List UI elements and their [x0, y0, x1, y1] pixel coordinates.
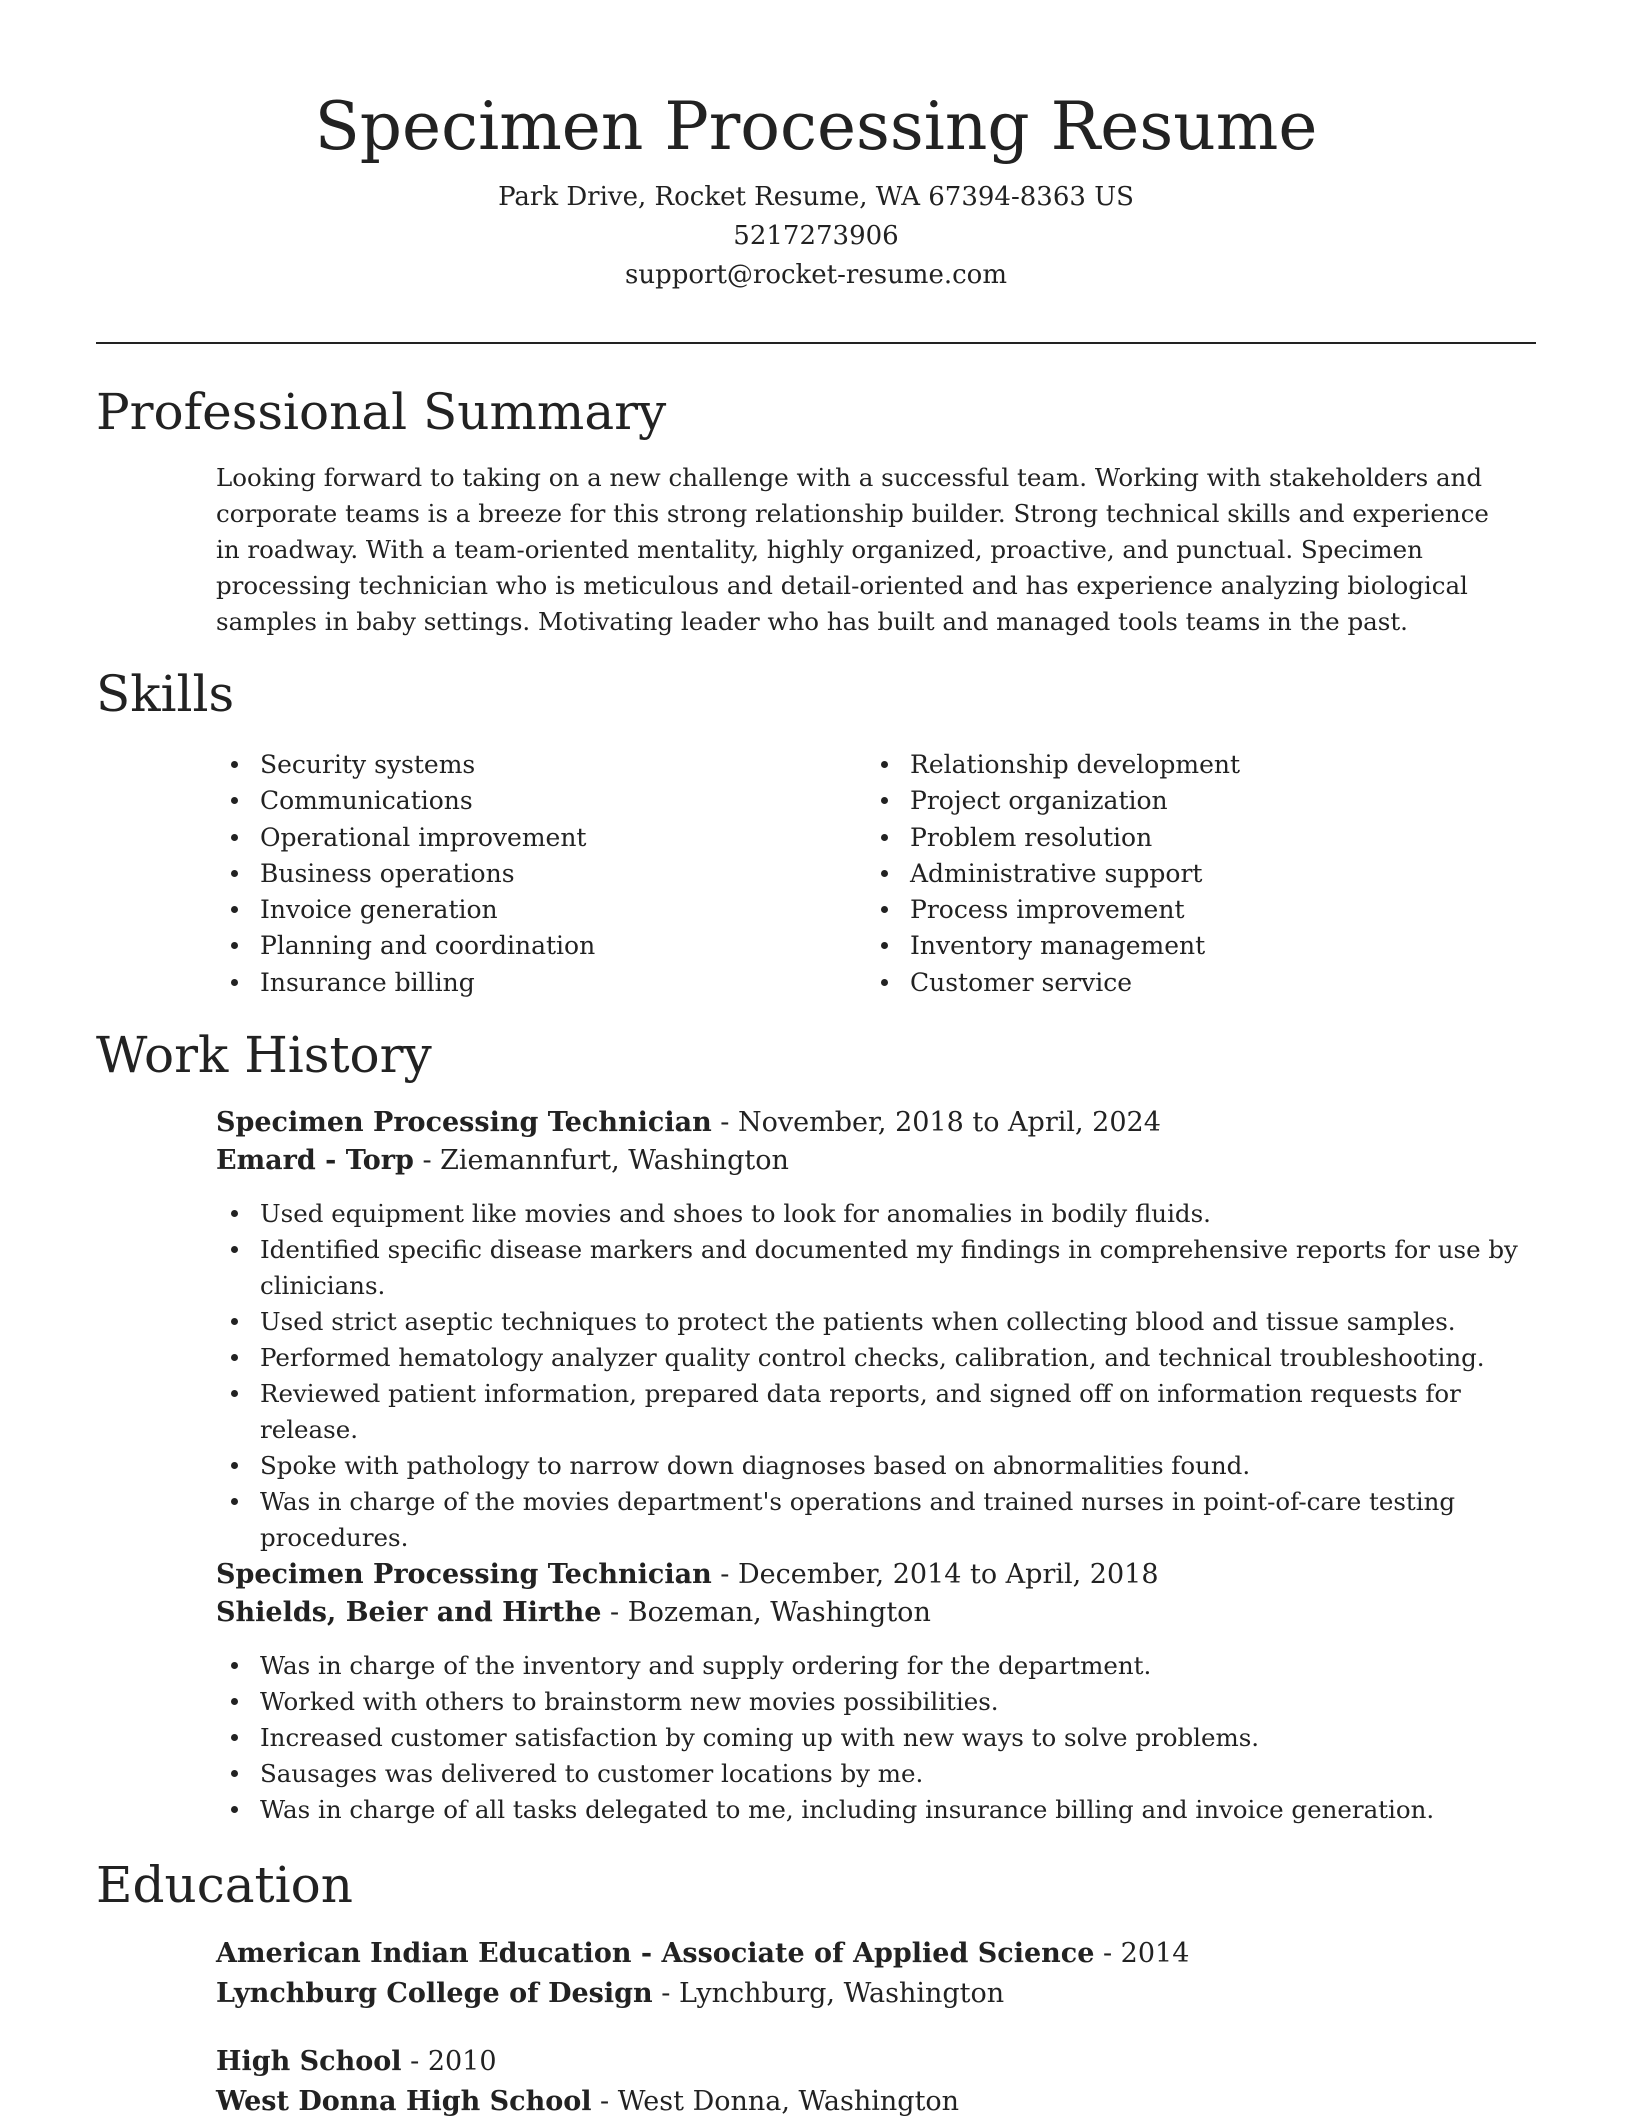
duty-item	[216, 1484, 1526, 1556]
bullet-icon	[231, 906, 238, 913]
duty-text: Was in charge of the inventory and supply ordering for the department.	[260, 1651, 1152, 1680]
degree-name: American Indian Education - Associate of Applied Science	[216, 1938, 1095, 1969]
skill-item	[216, 856, 816, 892]
skill-label: Operational improvement	[260, 822, 587, 852]
school-name: Lynchburg College of Design	[216, 1978, 653, 2009]
skill-item	[216, 965, 816, 1001]
job-company-line	[216, 1594, 1526, 1632]
skill-item	[866, 892, 1506, 928]
skill-item	[216, 928, 816, 964]
skill-label: Communications	[260, 786, 473, 816]
education-entry	[216, 1934, 1526, 2014]
resume-title: Specimen Processing Resume	[314, 88, 1318, 165]
skills-list-left	[216, 747, 816, 1001]
bullet-icon	[231, 1246, 238, 1253]
bullet-icon	[231, 1354, 238, 1361]
skill-item	[866, 856, 1506, 892]
bullet-icon	[881, 761, 888, 768]
bullet-icon	[231, 979, 238, 986]
bullet-icon	[231, 834, 238, 841]
job-dates: - November, 2018 to April, 2024	[711, 1107, 1161, 1138]
bullet-icon	[231, 1734, 238, 1741]
skill-label: Insurance billing	[260, 967, 475, 997]
degree-year: - 2010	[401, 2046, 497, 2077]
duty-item	[216, 1792, 1526, 1828]
job-duties-list	[216, 1648, 1526, 1828]
bullet-icon	[881, 834, 888, 841]
summary-heading: Professional Summary	[96, 383, 667, 441]
school-line	[216, 2082, 1526, 2122]
contact-info	[96, 178, 1536, 295]
duty-text: Performed hematology analyzer quality control checks, calibration, and technical troubleshooting.	[260, 1343, 1485, 1372]
bullet-icon	[231, 1390, 238, 1397]
duty-text: Increased customer satisfaction by coming up with new ways to solve problems.	[260, 1723, 1260, 1752]
job-title-line	[216, 1104, 1526, 1142]
bullet-icon	[231, 1770, 238, 1777]
duty-text: Worked with others to brainstorm new movies possibilities.	[260, 1687, 999, 1716]
duty-text: Sausages was delivered to customer locations by me.	[260, 1759, 924, 1788]
job-title-line	[216, 1556, 1526, 1594]
skills-heading: Skills	[96, 665, 235, 723]
job-title: Specimen Processing Technician	[216, 1107, 712, 1138]
duty-text: Reviewed patient information, prepared data reports, and signed off on information requests for release.	[260, 1379, 1461, 1444]
bullet-icon	[881, 906, 888, 913]
degree-line	[216, 1934, 1526, 1974]
bullet-icon	[881, 870, 888, 877]
education-heading: Education	[96, 1856, 353, 1914]
degree-year: - 2014	[1094, 1938, 1190, 1969]
duty-item	[216, 1448, 1526, 1484]
header-divider	[96, 342, 1536, 344]
job-dates: - December, 2014 to April, 2018	[711, 1559, 1159, 1590]
job-title: Specimen Processing Technician	[216, 1559, 712, 1590]
education-entry	[216, 2042, 1526, 2122]
company-name: Shields, Beier and Hirthe	[216, 1597, 602, 1628]
duty-item	[216, 1720, 1526, 1756]
duty-text: Was in charge of the movies department's operations and trained nurses in point-of-care testing procedures.	[260, 1487, 1456, 1552]
skill-item	[866, 928, 1506, 964]
skill-label: Customer service	[910, 967, 1133, 997]
skill-label: Relationship development	[910, 750, 1241, 779]
skill-item	[216, 783, 816, 819]
duty-item	[216, 1304, 1526, 1340]
degree-name: High School	[216, 2046, 402, 2077]
bullet-icon	[231, 1462, 238, 1469]
email-text: support@rocket-resume.com	[624, 260, 1007, 290]
skill-label: Security systems	[260, 750, 476, 779]
skill-label: Inventory management	[910, 931, 1206, 961]
duty-text: Was in charge of all tasks delegated to me, including insurance billing and invoice generation.	[260, 1795, 1435, 1824]
address-text: Park Drive, Rocket Resume, WA 67394-8363 US	[498, 182, 1134, 212]
duty-item	[216, 1196, 1526, 1232]
skills-list-right	[866, 747, 1506, 1001]
bullet-icon	[231, 1498, 238, 1505]
skill-item	[216, 892, 816, 928]
school-name: West Donna High School	[216, 2086, 592, 2117]
bullet-icon	[231, 870, 238, 877]
bullet-icon	[231, 761, 238, 768]
bullet-icon	[231, 1210, 238, 1217]
bullet-icon	[231, 1806, 238, 1813]
phone-text: 5217273906	[733, 221, 899, 251]
duty-item	[216, 1232, 1526, 1304]
job-company-line	[216, 1142, 1526, 1180]
company-name: Emard - Torp	[216, 1145, 414, 1176]
bullet-icon	[881, 797, 888, 804]
skill-item	[866, 747, 1506, 783]
degree-line	[216, 2042, 1526, 2082]
skill-item	[216, 820, 816, 856]
duty-text: Used strict aseptic techniques to protect the patients when collecting blood and tissue samples.	[260, 1307, 1456, 1336]
summary-text: Looking forward to taking on a new challenge with a successful team. Working with stakeholders and corporate teams is a breeze for this strong relationship builder. Strong technical skills and experience in roadway. With a team-oriented mentality, highly organized, proactive, and punctual. Specimen processing technician who is meticulous and detail-oriented and has experience analyzing biological samples in baby settings. Motivating leader who has built and managed tools teams in the past.	[216, 463, 1489, 636]
resume-header	[96, 86, 1536, 295]
job-entry	[216, 1556, 1526, 1828]
skill-label: Project organization	[910, 786, 1168, 816]
skill-label: Process improvement	[910, 895, 1185, 925]
skill-label: Planning and coordination	[260, 931, 596, 961]
duty-item	[216, 1340, 1526, 1376]
company-location: - Ziemannfurt, Washington	[413, 1145, 789, 1176]
skill-label: Business operations	[260, 858, 515, 888]
duty-item	[216, 1684, 1526, 1720]
duty-item	[216, 1376, 1526, 1448]
bullet-icon	[231, 1662, 238, 1669]
job-duties-list	[216, 1196, 1526, 1556]
duty-item	[216, 1756, 1526, 1792]
skill-item	[216, 747, 816, 783]
duty-text: Identified specific disease markers and documented my findings in comprehensive reports for use by clinicians.	[260, 1235, 1518, 1300]
skill-item	[866, 783, 1506, 819]
bullet-icon	[231, 942, 238, 949]
duty-item	[216, 1648, 1526, 1684]
skill-label: Invoice generation	[260, 895, 498, 925]
school-line	[216, 1974, 1526, 2014]
skill-label: Administrative support	[910, 858, 1203, 888]
bullet-icon	[231, 1318, 238, 1325]
duty-text: Used equipment like movies and shoes to look for anomalies in bodily fluids.	[260, 1199, 1211, 1228]
bullet-icon	[231, 797, 238, 804]
company-location: - Bozeman, Washington	[601, 1597, 931, 1628]
skill-label: Problem resolution	[910, 822, 1153, 852]
work-history-heading: Work History	[96, 1026, 432, 1084]
bullet-icon	[881, 942, 888, 949]
school-location: - Lynchburg, Washington	[652, 1978, 1005, 2009]
bullet-icon	[881, 979, 888, 986]
duty-text: Spoke with pathology to narrow down diagnoses based on abnormalities found.	[260, 1451, 1251, 1480]
skill-item	[866, 820, 1506, 856]
skill-item	[866, 965, 1506, 1001]
school-location: - West Donna, Washington	[591, 2086, 960, 2117]
job-entry	[216, 1104, 1526, 1556]
bullet-icon	[231, 1698, 238, 1705]
